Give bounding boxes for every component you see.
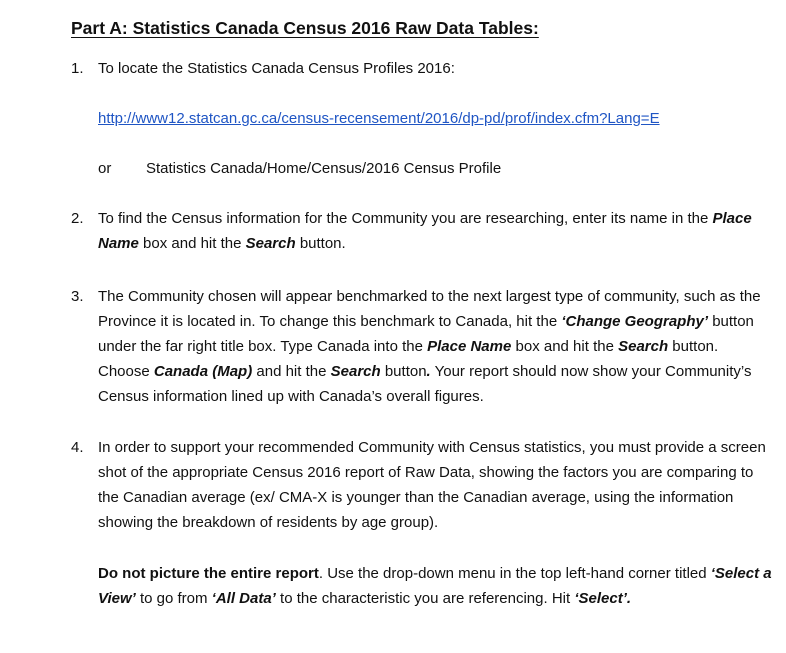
page-heading: Part A: Statistics Canada Census 2016 Raw Data Tables: bbox=[71, 18, 539, 38]
step-1-number: 1. bbox=[71, 60, 84, 77]
step-3-number: 3. bbox=[71, 288, 84, 305]
step-1-text: To locate the Statistics Canada Census Profiles 2016: bbox=[98, 60, 455, 77]
step-2-text: To find the Census information for the Community you are researching, enter its name in the Place Name box and hit the Search button. bbox=[98, 210, 752, 252]
step-2-number: 2. bbox=[71, 210, 84, 227]
step-4-number: 4. bbox=[71, 439, 84, 456]
step-4-text: In order to support your recommended Community with Census statistics, you must provide a screen shot of the appropriate Census 2016 report of Raw Data, showing the factors you are comparing to the Canadian average (ex/ CMA-X is younger than the Canadian average, using the information showing the breakdown of residents by age group). bbox=[98, 439, 766, 531]
step-4-note: Do not picture the entire report. Use the drop-down menu in the top left-hand corner titled ‘Select a View’ to go from ‘All Data’ to the characteristic you are referencing. Hit ‘Select’. bbox=[98, 565, 772, 607]
step-3-text: The Community chosen will appear benchmarked to the next largest type of community, such as the Province it is located in. To change this benchmark to Canada, hit the ‘Change Geography’ button under the far right title box. Type Canada into the Place Name box and hit the Search button. Choose Canada (Map) and hit the Search button. Your report should now show your Community’s Census information lined up with Canada’s overall figures. bbox=[98, 288, 761, 405]
or-label: or bbox=[98, 160, 112, 177]
census-profile-link[interactable]: http://www12.statcan.gc.ca/census-recensement/2016/dp-pd/prof/index.cfm?Lang=E bbox=[98, 110, 660, 127]
census-profile-path: Statistics Canada/Home/Census/2016 Census Profile bbox=[146, 160, 502, 177]
